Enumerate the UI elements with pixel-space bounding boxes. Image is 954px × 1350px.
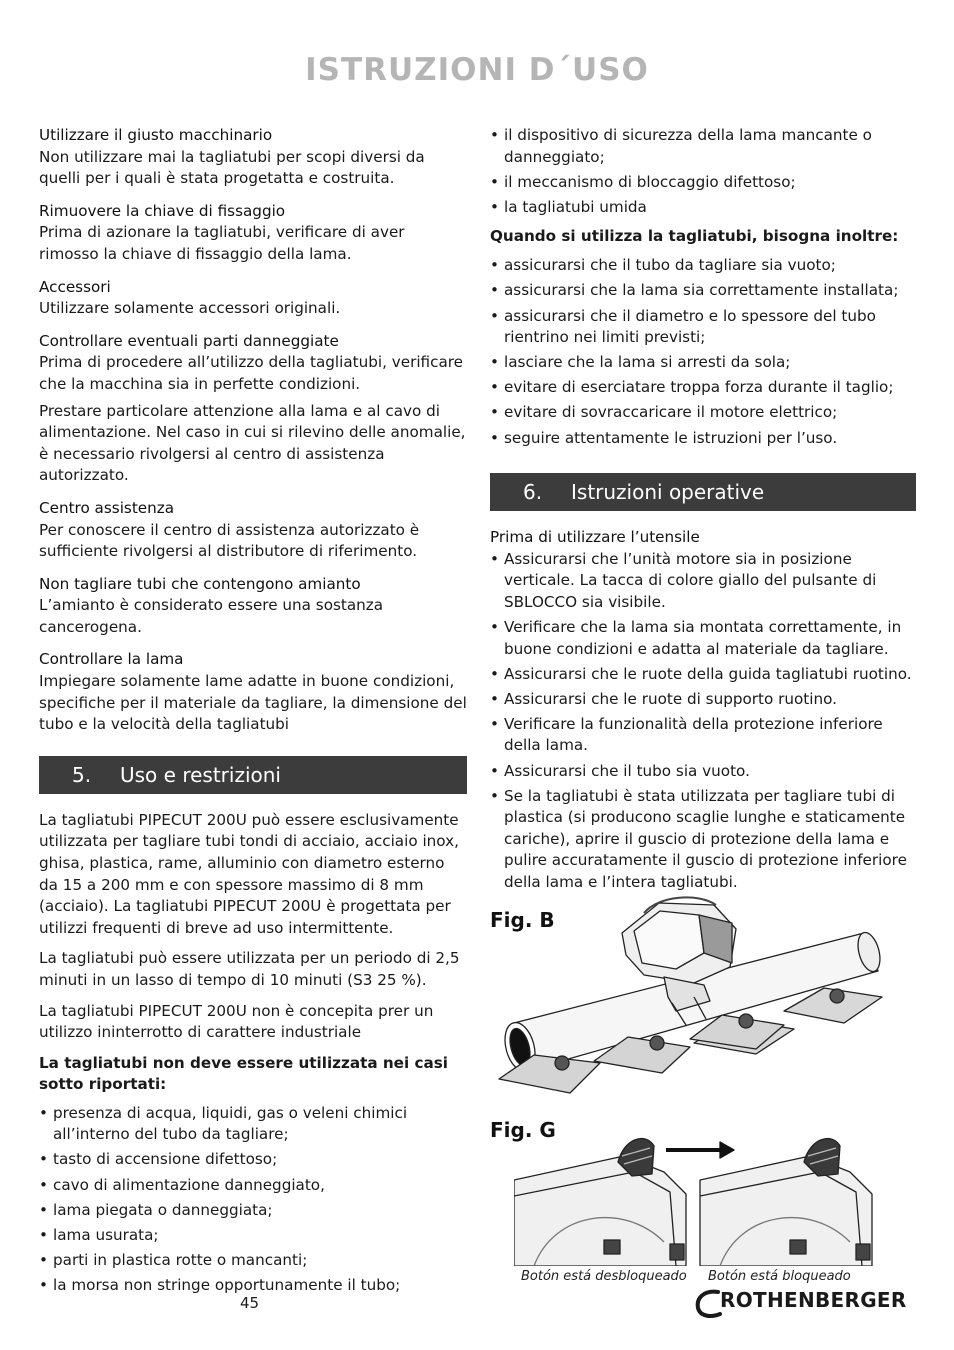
list-item: • il dispositivo di sicurezza della lama mancante o danneggiato; — [490, 125, 916, 168]
section-heading: Controllare la lama — [39, 650, 184, 669]
list-item: • evitare di eserciatare troppa forza durante il taglio; — [490, 377, 916, 399]
list-item: • Se la tagliatubi è stata utilizzata per tagliare tubi di plastica (si producono scaglie lunghe e staticamente cariche), aprire il guscio di protezione della lama e pulire accuratamente il guscio di protezione inferiore della lama e l’intera tagliatubi. — [490, 786, 916, 894]
restrictions-bullet-list — [490, 125, 916, 218]
list-item: • il meccanismo di bloccaggio difettoso; — [490, 172, 916, 194]
section-5-title: Uso e restrizioni — [120, 762, 281, 787]
brand-name: ROTHENBERGER — [720, 1288, 907, 1312]
section-accessories — [39, 277, 467, 320]
list-item: • lama usurata; — [39, 1225, 467, 1247]
section-asbestos — [39, 574, 467, 639]
section-6-title: Istruzioni operative — [571, 480, 765, 505]
list-item: • presenza di acqua, liquidi, gas o veleni chimici all’interno del tubo da tagliare; — [39, 1103, 467, 1146]
list-item: • assicurarsi che il tubo da tagliare sia vuoto; — [490, 255, 916, 277]
section-5-paragraph: La tagliatubi può essere utilizzata per un periodo di 2,5 minuti in un lasso di tempo di 10 minuti (S3 25 %). — [39, 949, 460, 989]
section-heading: Utilizzare il giusto macchinario — [39, 126, 273, 144]
list-item: • evitare di sovraccaricare il motore elettrico; — [490, 402, 916, 424]
section-text: Prima di azionare la tagliatubi, verificare di aver rimosso la chiave di fissaggio della lama. — [39, 223, 405, 263]
section-text: Per conoscere il centro di assistenza autorizzato è sufficiente rivolgersi al distributore di riferimento. — [39, 520, 420, 561]
page-title: ISTRUZIONI D´USO — [305, 52, 649, 88]
right-column — [490, 125, 916, 902]
section-heading: Centro assistenza — [39, 498, 175, 517]
caption-button-locked: Botón está bloqueado — [708, 1269, 851, 1284]
list-item: • seguire attentamente le istruzioni per l’uso. — [490, 428, 916, 450]
section-5-paragraph: La tagliatubi PIPECUT 200U non è concepita prer un utilizzo ininterrotto di carattere industriale — [39, 1001, 434, 1042]
section-text: L’amianto è considerato essere una sostanza cancerogena. — [39, 596, 384, 636]
list-item: • assicurarsi che il diametro e lo spessore del tubo rientrino nei limiti previsti; — [490, 306, 916, 349]
page-number: 45 — [240, 1294, 260, 1312]
list-item: • Assicurarsi che il tubo sia vuoto. — [490, 761, 916, 783]
usage-heading: Quando si utilizza la tagliatubi, bisogna inoltre: — [490, 227, 899, 246]
caption-button-unlocked: Botón está desbloqueado — [521, 1269, 687, 1284]
section-check-damage — [39, 331, 467, 487]
list-item: • parti in plastica rotte o mancanti; — [39, 1250, 467, 1272]
section-text: Utilizzare solamente accessori originali. — [39, 299, 341, 318]
section-6-header — [490, 473, 916, 511]
section-5-header — [39, 756, 467, 794]
list-item: • lasciare che la lama si arresti da sola; — [490, 352, 916, 374]
fig-g-button-illustration — [514, 1132, 916, 1266]
list-item: • Verificare la funzionalità della protezione inferiore della lama. — [490, 714, 916, 757]
section-5-bullet-list — [39, 1103, 467, 1297]
section-heading: Accessori — [39, 277, 111, 296]
list-item: • lama piegata o danneggiata; — [39, 1200, 467, 1222]
list-item: • la morsa non stringe opportunamente il tubo; — [39, 1275, 467, 1297]
list-item: • Assicurarsi che l’unità motore sia in posizione verticale. La tacca di colore giallo del pulsante di SBLOCCO sia visibile. — [490, 549, 916, 614]
section-6-bullet-list — [490, 549, 916, 894]
section-5-paragraph: La tagliatubi PIPECUT 200U può essere esclusivamente utilizzata per tagliare tubi tondi di acciaio, acciaio inox, ghisa, plastica, rame, alluminio con diametro esterno da 15 a 200 mm e con spessore massimo di 8 mm (acciaio). La tagliatubi PIPECUT 200U è progettata per utilizzi frequenti di breve ad uso intermittente. — [39, 810, 459, 937]
section-6-subheading: Prima di utilizzare l’utensile — [490, 528, 700, 547]
list-item: • la tagliatubi umida — [490, 197, 916, 219]
list-item: • Assicurarsi che le ruote della guida tagliatubi ruotino. — [490, 664, 916, 686]
section-6-number: 6. — [523, 480, 543, 505]
list-item: • assicurarsi che la lama sia correttamente installata; — [490, 280, 916, 302]
left-column — [39, 125, 467, 1305]
fig-b-pipe-cutter-illustration — [494, 893, 888, 1100]
section-5-number: 5. — [72, 762, 92, 787]
list-item: • tasto di accensione difettoso; — [39, 1149, 467, 1171]
section-heading: Non tagliare tubi che contengono amianto — [39, 574, 361, 593]
usage-bullet-list — [490, 255, 916, 449]
section-5-warning-heading: La tagliatubi non deve essere utilizzata nei casi sotto riportati: — [39, 1053, 448, 1093]
section-heading: Rimuovere la chiave di fissaggio — [39, 201, 286, 220]
section-right-machine — [39, 125, 467, 190]
fig-g-label: Fig. G — [490, 1118, 556, 1142]
section-check-blade — [39, 649, 467, 735]
list-item: • Assicurarsi che le ruote di supporto ruotino. — [490, 689, 916, 711]
section-text: Prima di procedere all’utilizzo della tagliatubi, verificare che la macchina sia in perfette condizioni. — [39, 353, 464, 393]
section-service-center — [39, 498, 467, 563]
section-text: Impiegare solamente lame adatte in buone condizioni, specifiche per il materiale da tagliare, la dimensione del tubo e la velocità della tagliatubi — [39, 672, 467, 734]
fig-b-label: Fig. B — [490, 908, 555, 932]
section-text: Non utilizzare mai la tagliatubi per scopi diversi da quelli per i quali è stata progetatta e costruita. — [39, 147, 425, 188]
section-heading: Controllare eventuali parti danneggiate — [39, 331, 339, 350]
brand-logo — [694, 1286, 916, 1320]
list-item: • cavo di alimentazione danneggiato, — [39, 1175, 467, 1197]
section-text-extra: Prestare particolare attenzione alla lama e al cavo di alimentazione. Nel caso in cui si rilevino delle anomalie, è necessario rivolgersi al centro di assistenza autorizzato. — [39, 401, 466, 485]
list-item: • Verificare che la lama sia montata correttamente, in buone condizioni e adatta al materiale da tagliare. — [490, 617, 916, 660]
section-remove-key — [39, 201, 467, 266]
